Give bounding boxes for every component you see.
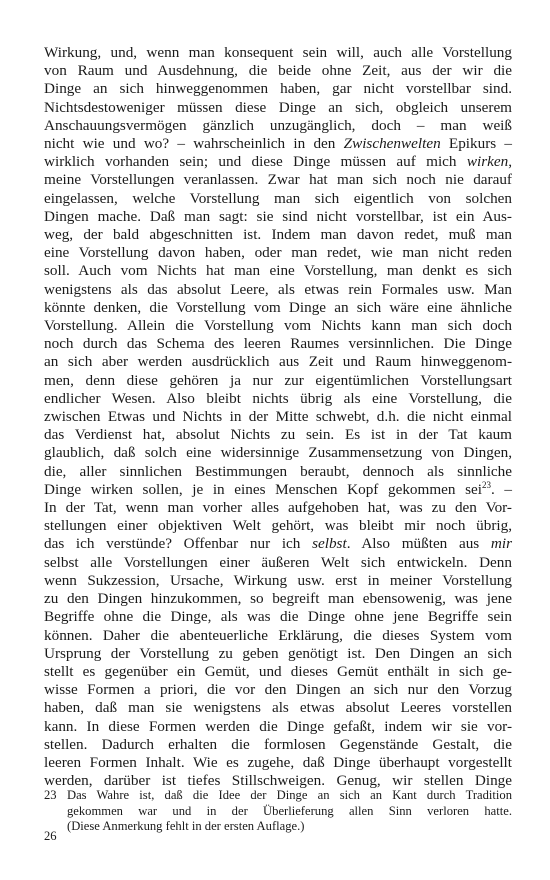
text-line: zu den Dingen hinzukommen, so begreift man ebensowenig, was jene <box>44 590 512 608</box>
text-line: Vorstellung. Allein die Vorstellung vom Nichts kann man sich doch <box>44 317 512 335</box>
emphasis: mir <box>490 535 513 553</box>
emphasis: wirken <box>466 153 509 171</box>
text-line: das ich verstünde? Offenbar nur ich selbst. Also müßten aus mir <box>44 535 513 553</box>
text-line: noch durch das Schema des leeren Raumes versinnlichen. Die Dinge <box>44 335 512 353</box>
text-line: meine Vorstellungen veranlassen. Zwar hat man sich noch nie darauf <box>44 171 512 189</box>
text-line: eine Vorstellung davon haben, oder man redet, wie man nicht reden <box>44 244 512 262</box>
text-line: Anschauungsvermögen gänzlich unzugänglich, doch – man weiß <box>44 116 512 134</box>
text-line: leeren Formen Inhalt. Wie es zugehe, daß Dinge überhaupt vorgestellt <box>44 753 512 771</box>
footnote-number: 23 <box>44 788 57 802</box>
text-line: soll. Auch vom Nichts hat man eine Vorstellung, man denkt es sich <box>44 262 512 280</box>
footnote-text <box>67 788 512 835</box>
text-line: eingelassen, welche Vorstellung man sich eigentlich von solchen <box>44 189 512 207</box>
text-line: Dinge an sich hinweggenommen haben, gar nicht vorstellbar sind. <box>44 80 512 98</box>
text-line: wenn Sukzession, Ursache, Wirkung usw. erst in meiner Vorstellung <box>44 571 512 589</box>
footnote-ref: 23 <box>481 479 491 490</box>
body-text <box>44 44 512 790</box>
footnote <box>44 788 512 835</box>
text-line: haben, daß man sie wenigstens als etwas absolut Leeres vorstellen <box>44 699 512 717</box>
text-line: die, aller sinnlichen Bestimmungen beraubt, dennoch als sinnliche <box>44 462 512 480</box>
text-line: nicht wie und wo? – wahrscheinlich in den Zwischenwelten Epikurs – <box>44 135 513 153</box>
text-line: kann. In diese Formen werden die Dinge gefaßt, indem wir sie vor- <box>44 717 512 735</box>
text-line: Begriffe ohne die Dinge, als was die Dinge ohne jene Begriffe sein <box>44 608 512 626</box>
text-line: das Verdienst hat, absolut Nichts zu sein. Es ist in der Tat kaum <box>44 426 512 444</box>
text-line: Wirkung, und, wenn man konsequent sein will, auch alle Vorstellung <box>44 44 512 61</box>
text-line: glaublich, daß solch eine widersinnige Zusammensetzung von Dingen, <box>44 444 512 462</box>
text-line: von Raum und Ausdehnung, die beide ohne Zeit, aus der wir die <box>44 62 512 80</box>
text-line: weg, der bald abgeschnitten ist. Indem man davon redet, muß man <box>44 226 512 244</box>
text-line: Nichtsdestoweniger müssen diese Dinge an sich, obgleich unserem <box>44 98 512 116</box>
text-line: Dingen mache. Daß man sagt: sie sind nicht vorstellbar, ist ein Aus- <box>44 207 512 225</box>
text-line: wenigstens als das absolut Leere, als etwas rein Formales usw. Man <box>44 280 512 298</box>
text-line: endlicher Wesen. Also bleibt nichts übrig als eine Vorstellung, die <box>44 389 512 407</box>
page-number: 26 <box>44 829 57 843</box>
text-line: wirklich vorhanden sein; und diese Dinge müssen auf mich wirken, <box>44 153 513 171</box>
book-page <box>44 0 512 880</box>
text-line: Ursprung der Vorstellung zu geben genötigt ist. Den Dingen an sich <box>44 644 512 662</box>
text-line: men, denn diese gehören ja nur zur eigentümlichen Vorstellungsart <box>44 371 512 389</box>
footnote-line: (Diese Anmerkung fehlt in der ersten Auflage.) <box>67 819 305 834</box>
emphasis: Zwischenwelten <box>343 135 441 153</box>
text-line: könnte denken, die Vorstellung vom Dinge an sich wäre eine ähnliche <box>44 298 512 316</box>
text-line: wisse Formen a priori, die vor den Dingen an sich nur den Vorzug <box>44 681 512 699</box>
text-line: stellungen einer objektiven Welt gehört, was bleibt mir noch übrig, <box>44 517 512 535</box>
text-line: selbst alle Vorstellungen einer äußeren Welt sich entwickeln. Denn <box>44 553 512 571</box>
text-line: an sich aber werden ausdrücklich aus Zeit und Raum hinweggenom- <box>44 353 512 371</box>
footnote-line: gekommen war und in der Überlieferung allen Sinn verloren hatte. <box>67 803 512 818</box>
text-line: Dinge wirken sollen, je in eines Menschen Kopf gekommen sei$^{23}$. – <box>44 479 512 498</box>
text-line: stellen. Dadurch erhalten die formlosen Gegenstände Gestalt, die <box>44 735 512 753</box>
emphasis: selbst <box>312 535 347 553</box>
footnote-line: Das Wahre ist, daß die Idee der Dinge an sich an Kant durch Tradition <box>67 788 512 802</box>
text-line: stellt es gegenüber ein Gemüt, und dieses Gemüt enthält in sich ge- <box>44 662 512 680</box>
text-line: In der Tat, wenn man vorher alles aufgehoben hat, was zu den Vor- <box>44 499 512 517</box>
text-line: werden, darüber ist tiefes Stillschweigen. Genug, wir stellen Dinge <box>44 772 512 790</box>
text-line: können. Daher die abenteuerliche Erklärung, die dieses System vom <box>44 626 512 644</box>
text-line: zwischen Etwas und Nichts in der Mitte schwebt, d.h. die nicht einmal <box>44 408 512 426</box>
